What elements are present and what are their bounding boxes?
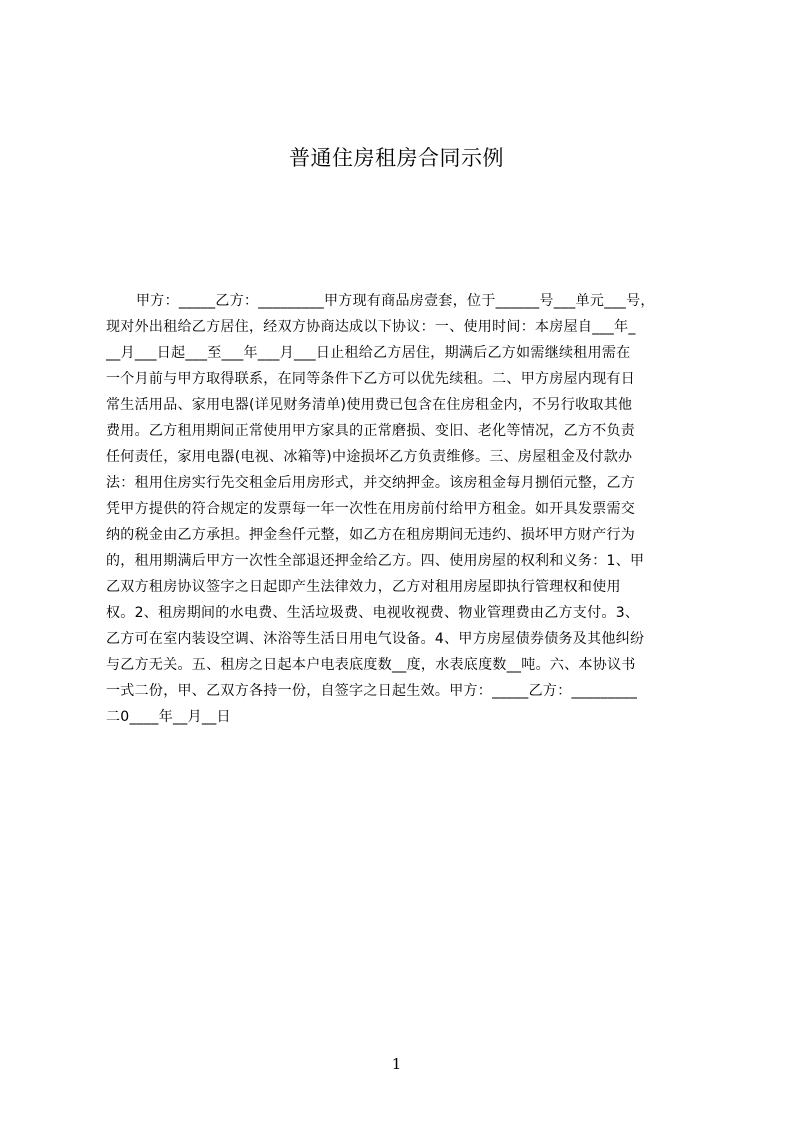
body-line: 的，租用期满后甲方一次性全部退还押金给乙方。四、使用房屋的权利和义务：1、甲	[106, 553, 645, 569]
body-line: 乙方可在室内装设空调、沐浴等生活日用电气设备。4、甲方房屋债券债务及其他纠纷	[106, 631, 645, 647]
page-number: 1	[391, 1055, 402, 1073]
body-line: 任何责任，家用电器(电视、冰箱等)中途损坏乙方负责维修。三、房屋租金及付款办	[106, 449, 633, 465]
body-line: 甲方：_____乙方：_________甲方现有商品房壹套，位于______号___单元___号，	[136, 293, 655, 309]
contract-body	[106, 288, 698, 730]
body-line: 常生活用品、家用电器(详见财务清单)使用费已包含在住房租金内，不另行收取其他	[106, 397, 633, 413]
body-line: 乙双方租房协议签字之日起即产生法律效力，乙方对租用房屋即执行管理权和使用	[106, 579, 621, 595]
body-line: 法：租用住房实行先交租金后用房形式，并交纳押金。该房租金每月捌佰元整，乙方	[106, 475, 636, 491]
body-line: 一式二份，甲、乙双方各持一份，自签字之日起生效。甲方：_____乙方：_________	[106, 683, 638, 699]
document-title: 普通住房租房合同示例	[289, 146, 504, 170]
body-line: __月___日起___至___年___月___日止租给乙方居住，期满后乙方如需继续租用需在	[106, 345, 631, 361]
body-line: 权。2、租房期间的水电费、生活垃圾费、电视收视费、物业管理费由乙方支付。3、	[106, 605, 640, 621]
body-line: 费用。乙方租用期间正常使用甲方家具的正常磨损、变旧、老化等情况，乙方不负责	[106, 423, 636, 439]
body-line: 纳的税金由乙方承担。押金叁仟元整，如乙方在租房期间无违约、损坏甲方财产行为	[106, 527, 636, 543]
body-line: 与乙方无关。五、租房之日起本户电表底度数__度，水表底度数__吨。六、本协议书	[106, 657, 636, 673]
body-line: 现对外出租给乙方居住，经双方协商达成以下协议：一、使用时间：本房屋自___年_	[106, 319, 636, 335]
body-line: 凭甲方提供的符合规定的发票每一年一次性在用房前付给甲方租金。如开具发票需交	[106, 501, 636, 517]
body-line: 一个月前与甲方取得联系，在同等条件下乙方可以优先续租。二、甲方房屋内现有日	[106, 371, 636, 387]
date-line: 二0____年__月__日	[106, 709, 231, 725]
